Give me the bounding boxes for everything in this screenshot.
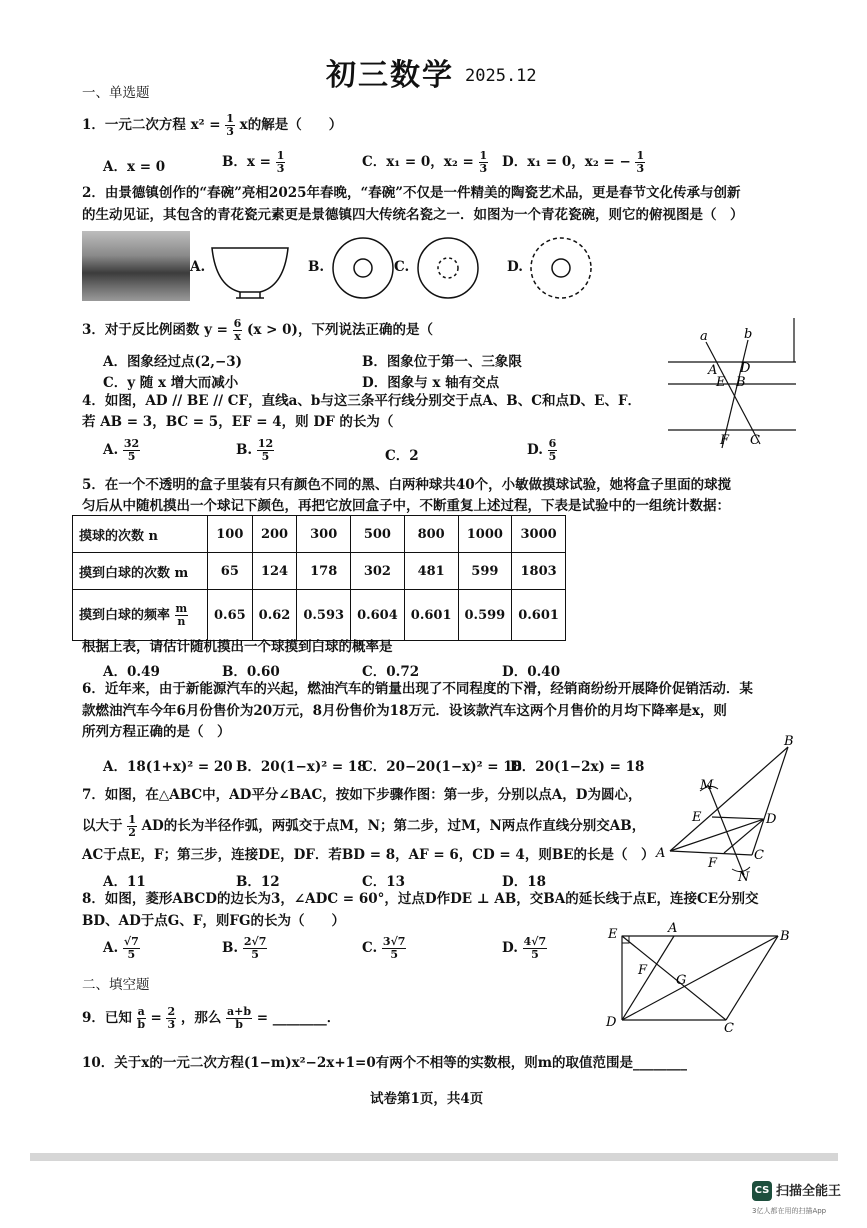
scan-edge-divider (30, 1153, 838, 1161)
side-ac (670, 851, 752, 855)
fig8-label-G: G (676, 973, 687, 988)
cell: 800 (404, 516, 458, 553)
row-label-freq (73, 590, 208, 641)
cell: 500 (351, 516, 405, 553)
fig8-label-E: E (608, 927, 618, 942)
q7-half-frac: $\frac{1}{2}$ (128, 813, 136, 839)
cell: 0.62 (252, 590, 297, 641)
q1-option-c-text: C．x₁ = 0，x₂ = (362, 154, 474, 170)
fig7-label-C: C (754, 848, 764, 863)
fig4-label-C: C (750, 433, 760, 448)
q3-option-b[interactable]: B．图象位于第一、三象限 (362, 354, 522, 370)
q4-option-b[interactable] (236, 438, 274, 463)
q8-line2: BD、AD于点G、F，则FG的长为（ ） (82, 913, 346, 929)
q1-option-c-frac: $\frac{1}{3}$ (479, 149, 488, 175)
q4-option-d-frac: $\frac{6}{5}$ (548, 437, 557, 463)
q4-option-c[interactable]: C．2 (385, 448, 419, 464)
q1-option-d[interactable] (502, 150, 645, 175)
q7-line1: 7．如图，在△ABC中，AD平分∠BAC，按如下步骤作图：第一步，分别以点A，D为圆心， (82, 787, 642, 803)
fig7-label-F: F (708, 856, 718, 871)
side-bc (726, 936, 778, 1020)
fig7-label-B: B (784, 735, 794, 749)
q9-prefix: 9．已知 (82, 1010, 132, 1026)
fig8-label-B: B (780, 929, 790, 944)
q1-option-d-frac: $\frac{1}{3}$ (636, 149, 645, 175)
q3-option-d[interactable]: D．图象与 x 轴有交点 (362, 375, 500, 391)
q3-option-a[interactable]: A．图象经过点(2,−3) (103, 354, 243, 370)
q2-option-b-label[interactable]: B. (308, 259, 325, 275)
q2-option-a-label[interactable]: A. (190, 259, 206, 275)
row-label-freq-text: 摸到白球的频率 (79, 607, 171, 623)
row-label-n: 摸球的次数 n (73, 516, 208, 553)
q6-option-c[interactable]: C．20−20(1−x)² = 18 (362, 759, 523, 775)
fig7-label-A: A (656, 846, 666, 861)
q6-option-d[interactable]: D．20(1−2x) = 18 (510, 759, 645, 775)
q1-option-b-frac: $\frac{1}{3}$ (276, 149, 285, 175)
q9-expression-frac: $\frac{a+b}{b}$ (227, 1005, 252, 1031)
q4-option-a-label: A. (103, 442, 119, 458)
table-row (73, 516, 566, 553)
fig4-label-B: B (736, 375, 746, 390)
q8-option-c-frac: $\frac{3√7}{5}$ (382, 935, 406, 961)
q5-line2: 匀后从中随机摸出一个球记下颜色，再把它放回盒子中，不断重复上述过程，下表是试验中的一组统计数据： (82, 498, 730, 514)
fig7-label-D: D (766, 812, 777, 827)
q9-stem (82, 1006, 340, 1031)
q1-stem-prefix: 1．一元二次方程 (82, 117, 186, 133)
fig7-label-E: E (692, 810, 702, 825)
q1-option-c[interactable] (362, 150, 488, 175)
q8-option-c[interactable] (362, 936, 406, 961)
q8-option-d-frac: $\frac{4√7}{5}$ (523, 935, 547, 961)
q5-option-d[interactable]: D．0.40 (502, 664, 561, 680)
cell: 300 (297, 516, 351, 553)
q8-option-a[interactable] (103, 936, 140, 961)
q4-option-a-frac: $\frac{32}{5}$ (123, 437, 140, 463)
freq-frac: $\frac{m}{n}$ (175, 601, 188, 628)
q7-option-b[interactable]: B．12 (236, 874, 280, 890)
cell: 302 (351, 553, 405, 590)
segment-ad (670, 819, 764, 851)
q1-option-b[interactable] (222, 150, 285, 175)
q6-option-a[interactable]: A．18(1+x)² = 20 (103, 759, 233, 775)
fig8-label-F: F (638, 963, 648, 978)
q3-stem-suffix: (x > 0)，下列说法正确的是（ (247, 322, 433, 338)
table-row (73, 553, 566, 590)
q8-option-a-label: A. (103, 940, 119, 956)
q4-option-b-label: B. (236, 442, 253, 458)
q6-line2: 款燃油汽车今年6月份售价为20万元，8月份售价为18万元．设该款汽车这两个月售价的月均下降率是x，则 (82, 703, 727, 719)
q5-option-b[interactable]: B．0.60 (222, 664, 280, 680)
fig8-label-D: D (606, 1015, 617, 1030)
fig8-label-A: A (668, 922, 678, 936)
fig4-label-A: A (708, 363, 718, 378)
cell: 0.599 (458, 590, 512, 641)
q5-stats-table (72, 515, 566, 641)
fig4-label-E: E (716, 375, 726, 390)
q2-line1: 2．由景德镇创作的“春碗”亮相2025年春晚，“春碗”不仅是一件精美的陶瓷艺术品，更是春节文化传承与创新 (82, 185, 741, 201)
q4-option-b-frac: $\frac{12}{5}$ (257, 437, 274, 463)
q8-option-b[interactable] (222, 936, 267, 961)
fig4-label-D: D (740, 361, 751, 376)
q6-line1: 6．近年来，由于新能源汽车的兴起，燃油汽车的销量出现了不同程度的下滑，经销商纷纷开展降价促销活动．某 (82, 681, 753, 697)
q3-stem (82, 318, 433, 343)
q7-line3: AC于点E，F；第三步，连接DE，DF．若BD = 8，AF = 6，CD = 4，则BE的长是（ ） (82, 847, 655, 863)
section-single-choice: 一、单选题 (82, 85, 150, 101)
section-fill-in: 二、填空题 (82, 977, 150, 993)
cell: 65 (208, 553, 253, 590)
q4-option-d-label: D. (527, 442, 543, 458)
q1-equation: x² = (190, 117, 221, 133)
q8-option-d[interactable] (502, 936, 547, 961)
q7-option-c[interactable]: C．13 (362, 874, 406, 890)
q1-stem (82, 113, 342, 138)
q4-parallel-lines-figure (664, 318, 804, 456)
q5-option-a[interactable]: A．0.49 (103, 664, 160, 680)
q4-line2: 若 AB = 3，BC = 5，EF = 4，则 DF 的长为（ (82, 414, 394, 430)
segment-ce (622, 936, 726, 1020)
q2-option-c-label[interactable]: C. (394, 259, 410, 275)
camscanner-slogan: 3亿人都在用的扫描App (752, 1207, 827, 1215)
q1-frac: $\frac{1}{3}$ (226, 112, 234, 138)
q2-line2: 的生动见证，其包含的青花瓷元素更是景德镇四大传统名瓷之一．如图为一个青花瓷碗，则它的俯视图是（ ） (82, 207, 744, 223)
fig7-label-M: M (700, 778, 714, 793)
cell: 178 (297, 553, 351, 590)
q7-option-a[interactable]: A．11 (103, 874, 146, 890)
q7-option-d[interactable]: D．18 (502, 874, 546, 890)
transversal-b (722, 340, 748, 448)
q10-stem: 10．关于x的一元二次方程(1−m)x²−2x+1=0有两个不相等的实数根，则m的取值范围是________ (82, 1055, 688, 1071)
q6-line3: 所列方程正确的是（ ） (82, 724, 231, 740)
q6-option-b[interactable]: B．20(1−x)² = 18 (236, 759, 367, 775)
fig4-label-F: F (720, 433, 730, 448)
q8-option-b-frac: $\frac{2√7}{5}$ (243, 935, 267, 961)
q3-stem-prefix: 3．对于反比例函数 y = (82, 322, 228, 338)
q9-answer-blank[interactable]: = ________． (256, 1010, 341, 1026)
q3-option-c[interactable]: C．y 随 x 增大而减小 (103, 375, 239, 391)
cell: 3000 (512, 516, 566, 553)
top-view-solid-figure (330, 235, 396, 301)
row-label-m: 摸到白球的次数 m (73, 553, 208, 590)
q8-option-c-label: C. (362, 940, 378, 956)
cell: 0.601 (404, 590, 458, 641)
q8-rhombus-figure (604, 922, 794, 1034)
cell: 0.601 (512, 590, 566, 641)
q4-option-d[interactable] (527, 438, 557, 463)
q9-middle: ，那么 (180, 1010, 222, 1026)
exam-date: 2025.12 (465, 66, 537, 86)
q1-option-a[interactable]: A．x = 0 (103, 159, 166, 175)
cell: 100 (208, 516, 253, 553)
q9-equals: = (150, 1010, 162, 1026)
cell: 0.65 (208, 590, 253, 641)
bowl-photo (82, 231, 190, 301)
q5-after: 根据上表，请估计随机摸出一个球摸到白球的概率是 (82, 639, 393, 655)
cell: 599 (458, 553, 512, 590)
cell: 200 (252, 516, 297, 553)
cell: 124 (252, 553, 297, 590)
q9-ratio-frac: $\frac{a}{b}$ (137, 1005, 146, 1031)
table-row (73, 590, 566, 641)
top-view-dashed-inner-figure (415, 235, 481, 301)
cell: 481 (404, 553, 458, 590)
fig8-label-C: C (724, 1021, 734, 1034)
cell: 0.604 (351, 590, 405, 641)
transversal-a (706, 342, 760, 444)
q7-line2-suffix: AD的长为半径作弧，两弧交于点M，N；第二步，过M，N两点作直线分别交AB， (141, 818, 646, 834)
q5-line1: 5．在一个不透明的盒子里装有只有颜色不同的黑、白两种球共40个，小敏做摸球试验，她将盒子里面的球搅 (82, 477, 732, 493)
q1-option-b-text: B．x = (222, 154, 271, 170)
q4-option-a[interactable] (103, 438, 140, 463)
fig7-label-N: N (738, 870, 750, 885)
q2-option-d-label[interactable]: D. (507, 259, 523, 275)
fig4-label-a: a (700, 329, 708, 344)
q7-line2-prefix: 以大于 (82, 818, 123, 834)
q4-line1: 4．如图，AD // BE // CF，直线a、b与这三条平行线分别交于点A、B、C和点D、E、F． (82, 393, 642, 409)
fig4-label-b: b (744, 327, 753, 342)
top-view-dashed-outer-figure (528, 235, 594, 301)
bowl-front-view-figure (206, 240, 294, 302)
q9-value-frac: $\frac{2}{3}$ (167, 1005, 176, 1031)
camscanner-logo-icon: CS (752, 1181, 772, 1201)
q8-option-b-label: B. (222, 940, 239, 956)
q8-option-d-label: D. (502, 940, 518, 956)
side-ad (622, 936, 674, 1020)
q3-frac: $\frac{6}{x}$ (233, 317, 242, 343)
q8-line1: 8．如图，菱形ABCD的边长为3，∠ADC = 60°，过点D作DE ⊥ AB，交BA的延长线于点E，连接CE分别交 (82, 891, 759, 907)
q7-triangle-figure (652, 735, 802, 885)
q7-line2 (82, 814, 645, 839)
diagonal-bd (622, 936, 778, 1020)
page-footer: 试卷第1页，共4页 (370, 1091, 484, 1107)
cell: 1000 (458, 516, 512, 553)
q1-option-d-text: D．x₁ = 0，x₂ = − (502, 154, 631, 170)
camscanner-name: 扫描全能王 (776, 1184, 842, 1199)
page-title: 初三数学 (326, 58, 454, 93)
q1-stem-suffix: x的解是（ ） (239, 117, 343, 133)
q8-option-a-frac: $\frac{√7}{5}$ (123, 935, 139, 961)
segment-de (712, 817, 764, 819)
cell: 1803 (512, 553, 566, 590)
cell: 0.593 (297, 590, 351, 641)
q5-option-c[interactable]: C．0.72 (362, 664, 420, 680)
